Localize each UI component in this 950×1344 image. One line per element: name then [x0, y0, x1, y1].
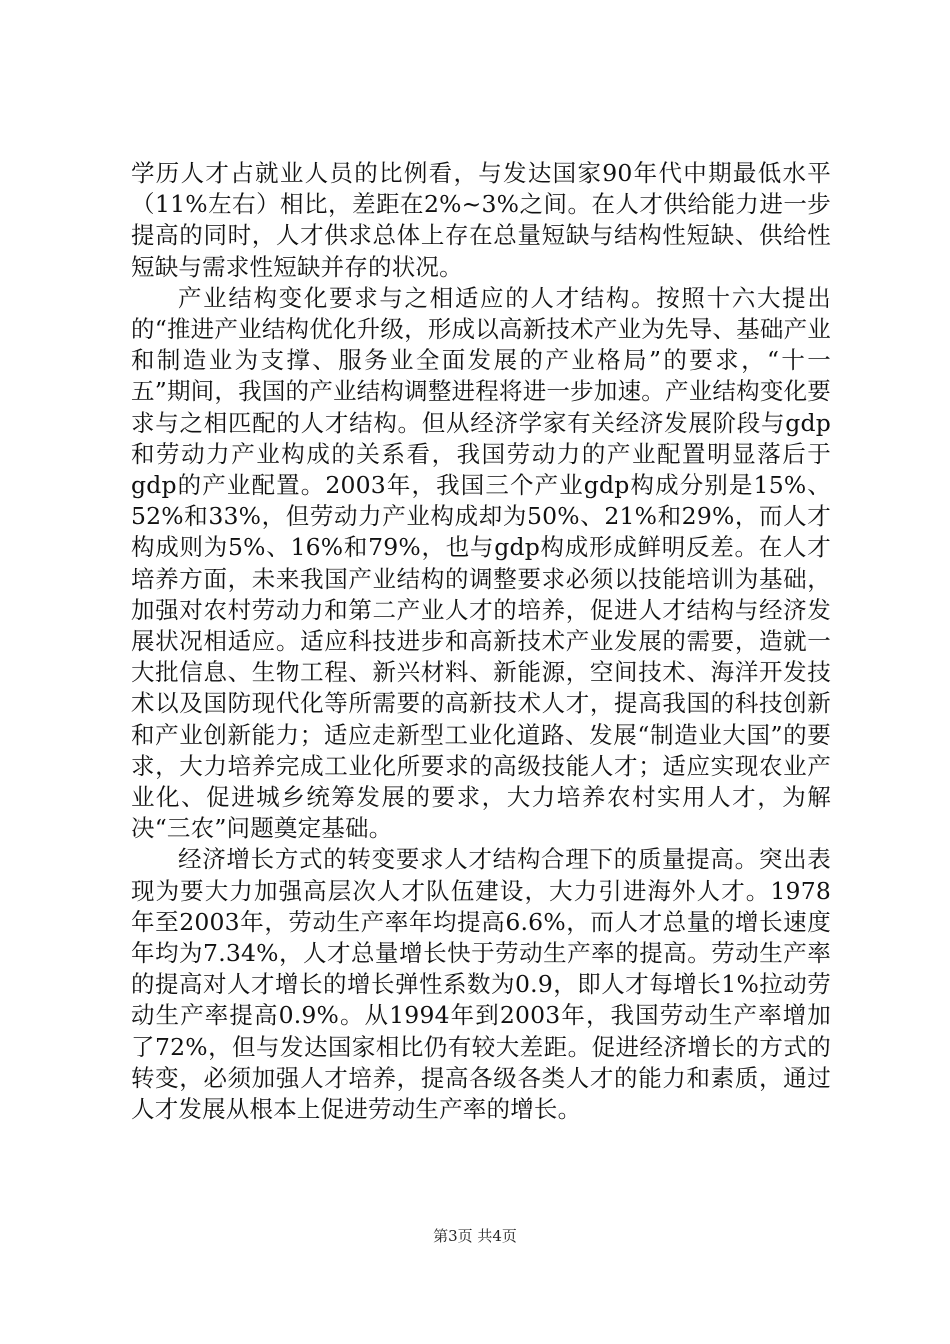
- paragraph-1: 学历人才占就业人员的比例看，与发达国家90年代中期最低水平（11%左右）相比，差距在2%~3%之间。在人才供给能力进一步提高的同时，人才供求总体上存在总量短缺与结构性短缺、供给性短缺与需求性短缺并存的状况。: [131, 159, 831, 281]
- paragraph-3: 经济增长方式的转变要求人才结构合理下的质量提高。突出表现为要大力加强高层次人才队伍建设，大力引进海外人才。1978年至2003年，劳动生产率年均提高6.6%，而人才总量的增长速度年均为7.34%，人才总量增长快于劳动生产率的提高。劳动生产率的提高对人才增长的增长弹性系数为0.9，即人才每增长1%拉动劳动生产率提高0.9%。从1994年到2003年，我国劳动生产率增加了72%，但与发达国家相比仍有较大差距。促进经济增长的方式的转变，必须加强人才培养，提高各级各类人才的能力和素质，通过人才发展从根本上促进劳动生产率的增长。: [131, 845, 831, 1124]
- paragraph-2: 产业结构变化要求与之相适应的人才结构。按照十六大提出的“推进产业结构优化升级，形成以高新技术产业为先导、基础产业和制造业为支撑、服务业全面发展的产业格局”的要求，“十一五”期间，我国的产业结构调整进程将进一步加速。产业结构变化要求与之相匹配的人才结构。但从经济学家有关经济发展阶段与gdp和劳动力产业构成的关系看，我国劳动力的产业配置明显落后于gdp的产业配置。2003年，我国三个产业gdp构成分别是15%、52%和33%，但劳动力产业构成却为50%、21%和29%，而人才构成则为5%、16%和79%，也与gdp构成形成鲜明反差。在人才培养方面，未来我国产业结构的调整要求必须以技能培训为基础，加强对农村劳动力和第二产业人才的培养，促进人才结构与经济发展状况相适应。适应科技进步和高新技术产业发展的需要，造就一大批信息、生物工程、新兴材料、新能源，空间技术、海洋开发技术以及国防现代化等所需要的高新技术人才，提高我国的科技创新和产业创新能力；适应走新型工业化道路、发展“制造业大国”的要求，大力培养完成工业化所要求的高级技能人才；适应实现农业产业化、促进城乡统筹发展的要求，大力培养农村实用人才，为解决“三农”问题奠定基础。: [131, 283, 831, 843]
- page-footer: 第3页 共4页: [433, 1227, 517, 1245]
- document-body: [131, 158, 831, 1125]
